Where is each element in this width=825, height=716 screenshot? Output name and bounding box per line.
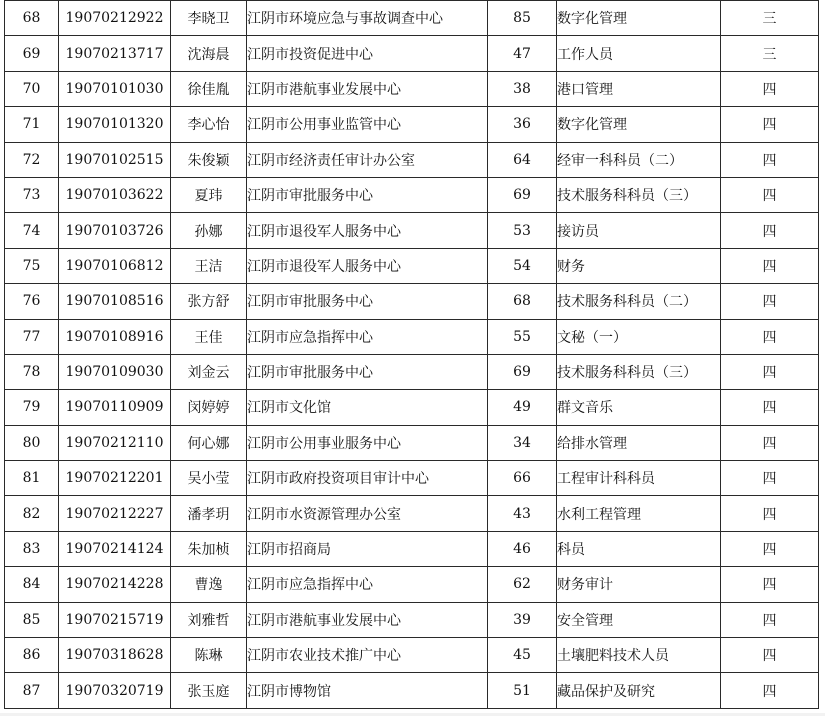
- row-group: 四: [721, 284, 819, 319]
- table-row: [5, 461, 819, 496]
- table-row: [5, 496, 819, 531]
- row-post: 接访员: [557, 213, 721, 248]
- row-unit: 江阴市经济责任审计办公室: [247, 142, 488, 177]
- table-row: [5, 1, 819, 36]
- table-row: [5, 177, 819, 212]
- row-post: 土壤肥料技术人员: [557, 638, 721, 673]
- row-group: 四: [721, 177, 819, 212]
- row-unit: 江阴市应急指挥中心: [247, 319, 488, 354]
- row-exam-number: 19070106812: [59, 248, 171, 283]
- row-unit: 江阴市审批服务中心: [247, 354, 488, 389]
- row-post-code: 69: [488, 177, 557, 212]
- row-post-code: 38: [488, 71, 557, 106]
- row-post: 财务: [557, 248, 721, 283]
- row-unit: 江阴市文化馆: [247, 390, 488, 425]
- table-row: [5, 284, 819, 319]
- row-post: 数字化管理: [557, 107, 721, 142]
- row-name: 沈海晨: [171, 36, 247, 71]
- row-seq: 81: [5, 461, 59, 496]
- row-post: 工程审计科科员: [557, 461, 721, 496]
- row-group: 四: [721, 496, 819, 531]
- table-row: [5, 531, 819, 566]
- row-post-code: 43: [488, 496, 557, 531]
- row-post-code: 47: [488, 36, 557, 71]
- row-seq: 84: [5, 567, 59, 602]
- row-exam-number: 19070214124: [59, 531, 171, 566]
- row-post-code: 49: [488, 390, 557, 425]
- row-post: 技术服务科科员（三）: [557, 354, 721, 389]
- table-row: [5, 567, 819, 602]
- row-post: 科员: [557, 531, 721, 566]
- table-row: [5, 673, 819, 708]
- row-post: 经审一科科员（二）: [557, 142, 721, 177]
- row-seq: 70: [5, 71, 59, 106]
- row-post-code: 66: [488, 461, 557, 496]
- row-name: 何心娜: [171, 425, 247, 460]
- row-seq: 86: [5, 638, 59, 673]
- row-unit: 江阴市农业技术推广中心: [247, 638, 488, 673]
- row-group: 三: [721, 36, 819, 71]
- row-exam-number: 19070212110: [59, 425, 171, 460]
- row-group: 三: [721, 1, 819, 36]
- row-seq: 73: [5, 177, 59, 212]
- row-name: 刘雅哲: [171, 602, 247, 637]
- row-seq: 68: [5, 1, 59, 36]
- row-exam-number: 19070318628: [59, 638, 171, 673]
- row-name: 王洁: [171, 248, 247, 283]
- row-unit: 江阴市招商局: [247, 531, 488, 566]
- row-post-code: 36: [488, 107, 557, 142]
- row-name: 刘金云: [171, 354, 247, 389]
- row-unit: 江阴市港航事业发展中心: [247, 602, 488, 637]
- table-row: [5, 319, 819, 354]
- row-post: 数字化管理: [557, 1, 721, 36]
- row-group: 四: [721, 107, 819, 142]
- row-name: 徐佳胤: [171, 71, 247, 106]
- table-row: [5, 36, 819, 71]
- row-group: 四: [721, 248, 819, 283]
- row-group: 四: [721, 390, 819, 425]
- row-post-code: 85: [488, 1, 557, 36]
- row-post-code: 62: [488, 567, 557, 602]
- row-name: 朱加桢: [171, 531, 247, 566]
- row-unit: 江阴市港航事业发展中心: [247, 71, 488, 106]
- row-unit: 江阴市审批服务中心: [247, 284, 488, 319]
- row-post-code: 68: [488, 284, 557, 319]
- row-group: 四: [721, 531, 819, 566]
- row-post-code: 51: [488, 673, 557, 708]
- row-seq: 79: [5, 390, 59, 425]
- row-seq: 78: [5, 354, 59, 389]
- row-post-code: 53: [488, 213, 557, 248]
- row-post: 技术服务科科员（二）: [557, 284, 721, 319]
- row-exam-number: 19070108916: [59, 319, 171, 354]
- row-post: 群文音乐: [557, 390, 721, 425]
- roster-table: [4, 0, 819, 709]
- row-unit: 江阴市应急指挥中心: [247, 567, 488, 602]
- row-group: 四: [721, 638, 819, 673]
- row-name: 张方舒: [171, 284, 247, 319]
- row-unit: 江阴市政府投资项目审计中心: [247, 461, 488, 496]
- row-seq: 76: [5, 284, 59, 319]
- row-unit: 江阴市公用事业监管中心: [247, 107, 488, 142]
- row-post-code: 69: [488, 354, 557, 389]
- row-name: 张玉庭: [171, 673, 247, 708]
- row-exam-number: 19070212922: [59, 1, 171, 36]
- row-post-code: 46: [488, 531, 557, 566]
- row-seq: 83: [5, 531, 59, 566]
- row-post: 技术服务科科员（三）: [557, 177, 721, 212]
- row-post: 水利工程管理: [557, 496, 721, 531]
- row-post: 藏品保护及研究: [557, 673, 721, 708]
- row-post-code: 45: [488, 638, 557, 673]
- row-name: 朱俊颖: [171, 142, 247, 177]
- row-group: 四: [721, 567, 819, 602]
- row-post: 文秘（一）: [557, 319, 721, 354]
- row-name: 吴小莹: [171, 461, 247, 496]
- row-group: 四: [721, 213, 819, 248]
- table-row: [5, 425, 819, 460]
- row-group: 四: [721, 354, 819, 389]
- row-seq: 75: [5, 248, 59, 283]
- row-exam-number: 19070110909: [59, 390, 171, 425]
- row-exam-number: 19070101320: [59, 107, 171, 142]
- table-row: [5, 107, 819, 142]
- row-exam-number: 19070101030: [59, 71, 171, 106]
- row-name: 李心怡: [171, 107, 247, 142]
- row-exam-number: 19070103622: [59, 177, 171, 212]
- table-row: [5, 248, 819, 283]
- row-post: 港口管理: [557, 71, 721, 106]
- table-row: [5, 354, 819, 389]
- row-post-code: 55: [488, 319, 557, 354]
- row-unit: 江阴市审批服务中心: [247, 177, 488, 212]
- row-name: 潘孝玥: [171, 496, 247, 531]
- row-name: 孙娜: [171, 213, 247, 248]
- row-name: 闵婷婷: [171, 390, 247, 425]
- row-seq: 72: [5, 142, 59, 177]
- row-group: 四: [721, 425, 819, 460]
- row-unit: 江阴市博物馆: [247, 673, 488, 708]
- row-seq: 74: [5, 213, 59, 248]
- table-row: [5, 142, 819, 177]
- row-exam-number: 19070213717: [59, 36, 171, 71]
- row-group: 四: [721, 142, 819, 177]
- table-row: [5, 390, 819, 425]
- row-exam-number: 19070214228: [59, 567, 171, 602]
- row-seq: 69: [5, 36, 59, 71]
- row-unit: 江阴市公用事业服务中心: [247, 425, 488, 460]
- row-seq: 87: [5, 673, 59, 708]
- table-row: [5, 602, 819, 637]
- row-unit: 江阴市环境应急与事故调查中心: [247, 1, 488, 36]
- table-row: [5, 71, 819, 106]
- row-name: 陈琳: [171, 638, 247, 673]
- row-post-code: 64: [488, 142, 557, 177]
- row-name: 曹逸: [171, 567, 247, 602]
- row-group: 四: [721, 71, 819, 106]
- row-exam-number: 19070109030: [59, 354, 171, 389]
- roster-body: [5, 1, 819, 709]
- row-exam-number: 19070108516: [59, 284, 171, 319]
- row-seq: 82: [5, 496, 59, 531]
- row-post-code: 54: [488, 248, 557, 283]
- table-row: [5, 213, 819, 248]
- row-unit: 江阴市退役军人服务中心: [247, 248, 488, 283]
- row-post: 安全管理: [557, 602, 721, 637]
- row-seq: 85: [5, 602, 59, 637]
- row-seq: 77: [5, 319, 59, 354]
- row-name: 李晓卫: [171, 1, 247, 36]
- row-exam-number: 19070215719: [59, 602, 171, 637]
- row-post-code: 34: [488, 425, 557, 460]
- row-unit: 江阴市退役军人服务中心: [247, 213, 488, 248]
- row-unit: 江阴市水资源管理办公室: [247, 496, 488, 531]
- row-name: 王佳: [171, 319, 247, 354]
- row-group: 四: [721, 461, 819, 496]
- row-group: 四: [721, 602, 819, 637]
- row-exam-number: 19070320719: [59, 673, 171, 708]
- row-exam-number: 19070103726: [59, 213, 171, 248]
- row-exam-number: 19070102515: [59, 142, 171, 177]
- row-post-code: 39: [488, 602, 557, 637]
- row-unit: 江阴市投资促进中心: [247, 36, 488, 71]
- row-post: 给排水管理: [557, 425, 721, 460]
- row-exam-number: 19070212227: [59, 496, 171, 531]
- row-group: 四: [721, 673, 819, 708]
- table-row: [5, 638, 819, 673]
- row-group: 四: [721, 319, 819, 354]
- row-post: 财务审计: [557, 567, 721, 602]
- row-seq: 71: [5, 107, 59, 142]
- row-seq: 80: [5, 425, 59, 460]
- row-name: 夏玮: [171, 177, 247, 212]
- row-exam-number: 19070212201: [59, 461, 171, 496]
- row-post: 工作人员: [557, 36, 721, 71]
